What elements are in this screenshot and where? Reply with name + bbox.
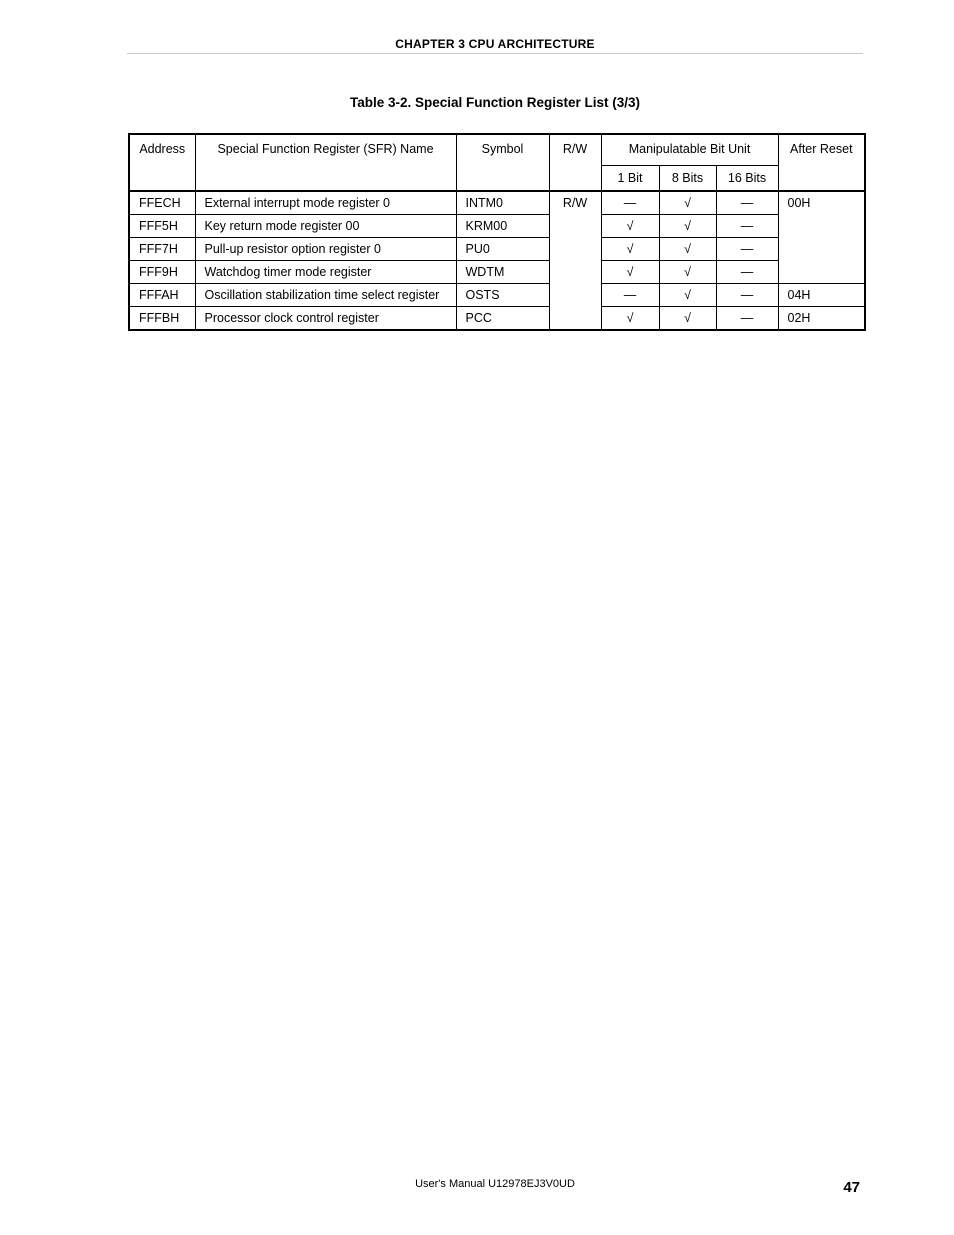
bit1-cell: √ xyxy=(601,307,659,331)
bit16-cell: — xyxy=(716,191,778,215)
address-cell: FFF9H xyxy=(129,261,195,284)
header-after-reset: After Reset xyxy=(778,134,865,191)
sfr-name-cell: Key return mode register 00 xyxy=(195,215,456,238)
symbol-cell: OSTS xyxy=(456,284,549,307)
header-rule xyxy=(127,53,863,54)
bit8-cell: √ xyxy=(659,238,716,261)
sfr-name-cell: Pull-up resistor option register 0 xyxy=(195,238,456,261)
bit1-cell: √ xyxy=(601,238,659,261)
table-row xyxy=(129,284,865,307)
footer-manual-id: User's Manual U12978EJ3V0UD xyxy=(415,1178,575,1190)
bit8-cell: √ xyxy=(659,307,716,331)
bit8-cell: √ xyxy=(659,261,716,284)
header-address: Address xyxy=(129,134,195,191)
bit8-cell: √ xyxy=(659,215,716,238)
sfr-table xyxy=(128,133,866,331)
chapter-header: CHAPTER 3 CPU ARCHITECTURE xyxy=(395,37,595,51)
table-row xyxy=(129,307,865,331)
header-rw: R/W xyxy=(549,134,601,191)
table-title: Table 3-2. Special Function Register List (3/3) xyxy=(349,95,641,110)
address-cell: FFF5H xyxy=(129,215,195,238)
symbol-cell: PCC xyxy=(456,307,549,331)
address-cell: FFF7H xyxy=(129,238,195,261)
after-reset-cell: 04H xyxy=(778,284,865,307)
header-16-bits: 16 Bits xyxy=(716,166,778,192)
bit8-cell: √ xyxy=(659,284,716,307)
bit1-cell: — xyxy=(601,284,659,307)
bit1-cell: √ xyxy=(601,261,659,284)
symbol-cell: PU0 xyxy=(456,238,549,261)
bit16-cell: — xyxy=(716,261,778,284)
address-cell: FFFAH xyxy=(129,284,195,307)
bit16-cell: — xyxy=(716,284,778,307)
header-symbol: Symbol xyxy=(456,134,549,191)
sfr-name-cell: Watchdog timer mode register xyxy=(195,261,456,284)
table-row xyxy=(129,215,865,238)
bit16-cell: — xyxy=(716,215,778,238)
address-cell: FFECH xyxy=(129,191,195,215)
symbol-cell: WDTM xyxy=(456,261,549,284)
address-cell: FFFBH xyxy=(129,307,195,331)
after-reset-cell: 02H xyxy=(778,307,865,331)
sfr-name-cell: External interrupt mode register 0 xyxy=(195,191,456,215)
sfr-name-cell: Processor clock control register xyxy=(195,307,456,331)
after-reset-cell: 00H xyxy=(778,191,865,284)
bit16-cell: — xyxy=(716,307,778,331)
sfr-name-cell: Oscillation stabilization time select register xyxy=(195,284,456,307)
page-number: 47 xyxy=(843,1179,860,1196)
bit8-cell: √ xyxy=(659,191,716,215)
header-sfr-name: Special Function Register (SFR) Name xyxy=(195,134,456,191)
rw-cell: R/W xyxy=(549,191,601,330)
header-manipulatable-bit-unit: Manipulatable Bit Unit xyxy=(601,134,778,166)
bit1-cell: √ xyxy=(601,215,659,238)
header-8-bits: 8 Bits xyxy=(659,166,716,192)
bit1-cell: — xyxy=(601,191,659,215)
header-1-bit: 1 Bit xyxy=(601,166,659,192)
bit16-cell: — xyxy=(716,238,778,261)
table-row xyxy=(129,238,865,261)
symbol-cell: KRM00 xyxy=(456,215,549,238)
table-row xyxy=(129,191,865,215)
table-row xyxy=(129,261,865,284)
symbol-cell: INTM0 xyxy=(456,191,549,215)
